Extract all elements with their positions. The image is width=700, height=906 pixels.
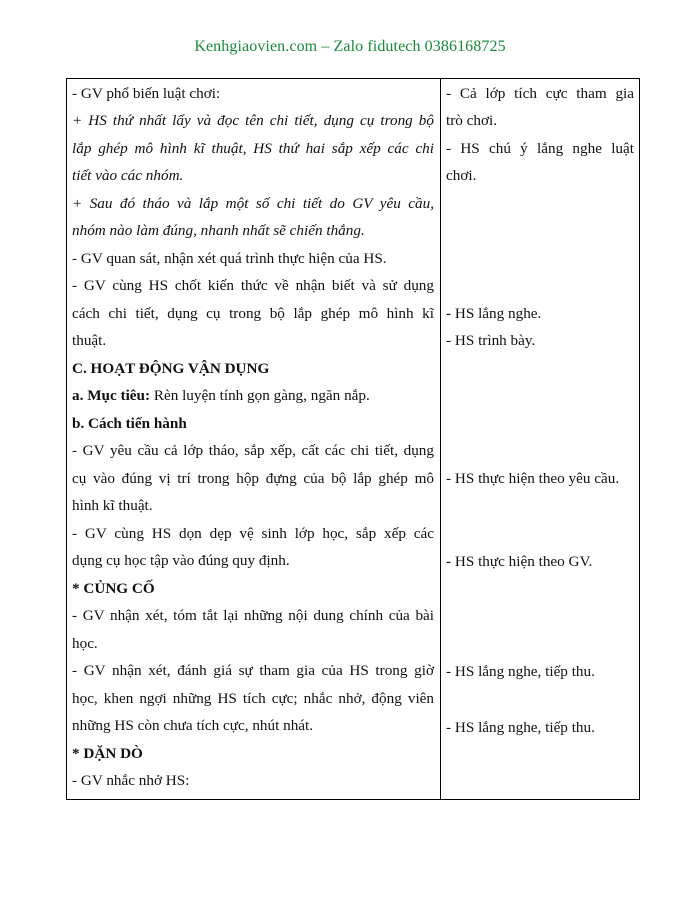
teacher-line: * CỦNG CỐ (72, 580, 155, 597)
teacher-line: - GV nhắc nhở HS: (72, 772, 190, 789)
teacher-line: b. Cách tiến hành (72, 415, 187, 432)
student-line: trò chơi. (446, 112, 498, 129)
section-label: a. Mục tiêu: (72, 387, 151, 404)
teacher-line: cách chi tiết, dụng cụ trong bộ lắp ghép mô hình kĩ (72, 305, 434, 322)
site-name: Kenhgiaovien.com (194, 38, 318, 55)
student-line: - HS lắng nghe. (446, 305, 542, 322)
teacher-line: - GV quan sát, nhận xét quá trình thực hiện của HS. (72, 250, 387, 267)
section-text: Rèn luyện tính gọn gàng, ngăn nắp. (150, 387, 370, 404)
page-header (0, 38, 700, 56)
student-line: - HS thực hiện theo GV. (446, 553, 593, 570)
student-line: - HS thực hiện theo yêu cầu. (446, 470, 620, 487)
student-line: - HS chú ý lắng nghe luật (446, 140, 634, 157)
teacher-line: - GV nhận xét, đánh giá sự tham gia của HS trong giờ (72, 662, 434, 679)
teacher-line: * DẶN DÒ (72, 745, 143, 762)
teacher-line: + Sau đó tháo và lắp một số chi tiết do GV yêu cầu, (72, 195, 434, 212)
teacher-line: dụng cụ học tập vào đúng quy định. (72, 552, 290, 569)
student-line: - HS lắng nghe, tiếp thu. (446, 663, 595, 680)
teacher-line: C. HOẠT ĐỘNG VẬN DỤNG (72, 360, 270, 377)
teacher-line: lắp ghép mô hình kĩ thuật, HS thứ hai sắp xếp các chi (72, 140, 434, 157)
teacher-line (72, 386, 434, 406)
teacher-line: - GV yêu cầu cả lớp tháo, sắp xếp, cất các chi tiết, dụng (72, 442, 434, 459)
teacher-line: hình kĩ thuật. (72, 497, 153, 514)
header-separator: – (317, 38, 334, 55)
teacher-line: - GV cùng HS chốt kiến thức về nhận biết và sử dụng (72, 277, 434, 294)
teacher-line: nhóm nào làm đúng, nhanh nhất sẽ chiến thắng. (72, 222, 365, 239)
teacher-line: cụ vào đúng vị trí trong hộp đựng của bộ lắp ghép mô (72, 470, 434, 487)
student-line: - HS trình bày. (446, 332, 536, 349)
column-divider (440, 78, 441, 800)
teacher-line: những HS còn chưa tích cực, nhút nhát. (72, 717, 314, 734)
teacher-line: tiết vào các nhóm. (72, 167, 184, 184)
student-line: - HS lắng nghe, tiếp thu. (446, 719, 595, 736)
teacher-line: - GV phổ biến luật chơi: (72, 85, 221, 102)
teacher-line: - GV nhận xét, tóm tắt lại những nội dung chính của bài (72, 607, 434, 624)
teacher-line: + HS thứ nhất lấy và đọc tên chi tiết, dụng cụ trong bộ (72, 112, 434, 129)
teacher-line: thuật. (72, 332, 107, 349)
student-line: - Cả lớp tích cực tham gia (446, 85, 634, 102)
teacher-line: học, khen ngợi những HS tích cực; nhắc nhở, động viên (72, 690, 434, 707)
teacher-line: học. (72, 635, 98, 652)
teacher-line: - GV cùng HS dọn dẹp vệ sinh lớp học, sắp xếp các (72, 525, 434, 542)
student-line: chơi. (446, 167, 477, 184)
contact-info: Zalo fidutech 0386168725 (333, 38, 506, 55)
